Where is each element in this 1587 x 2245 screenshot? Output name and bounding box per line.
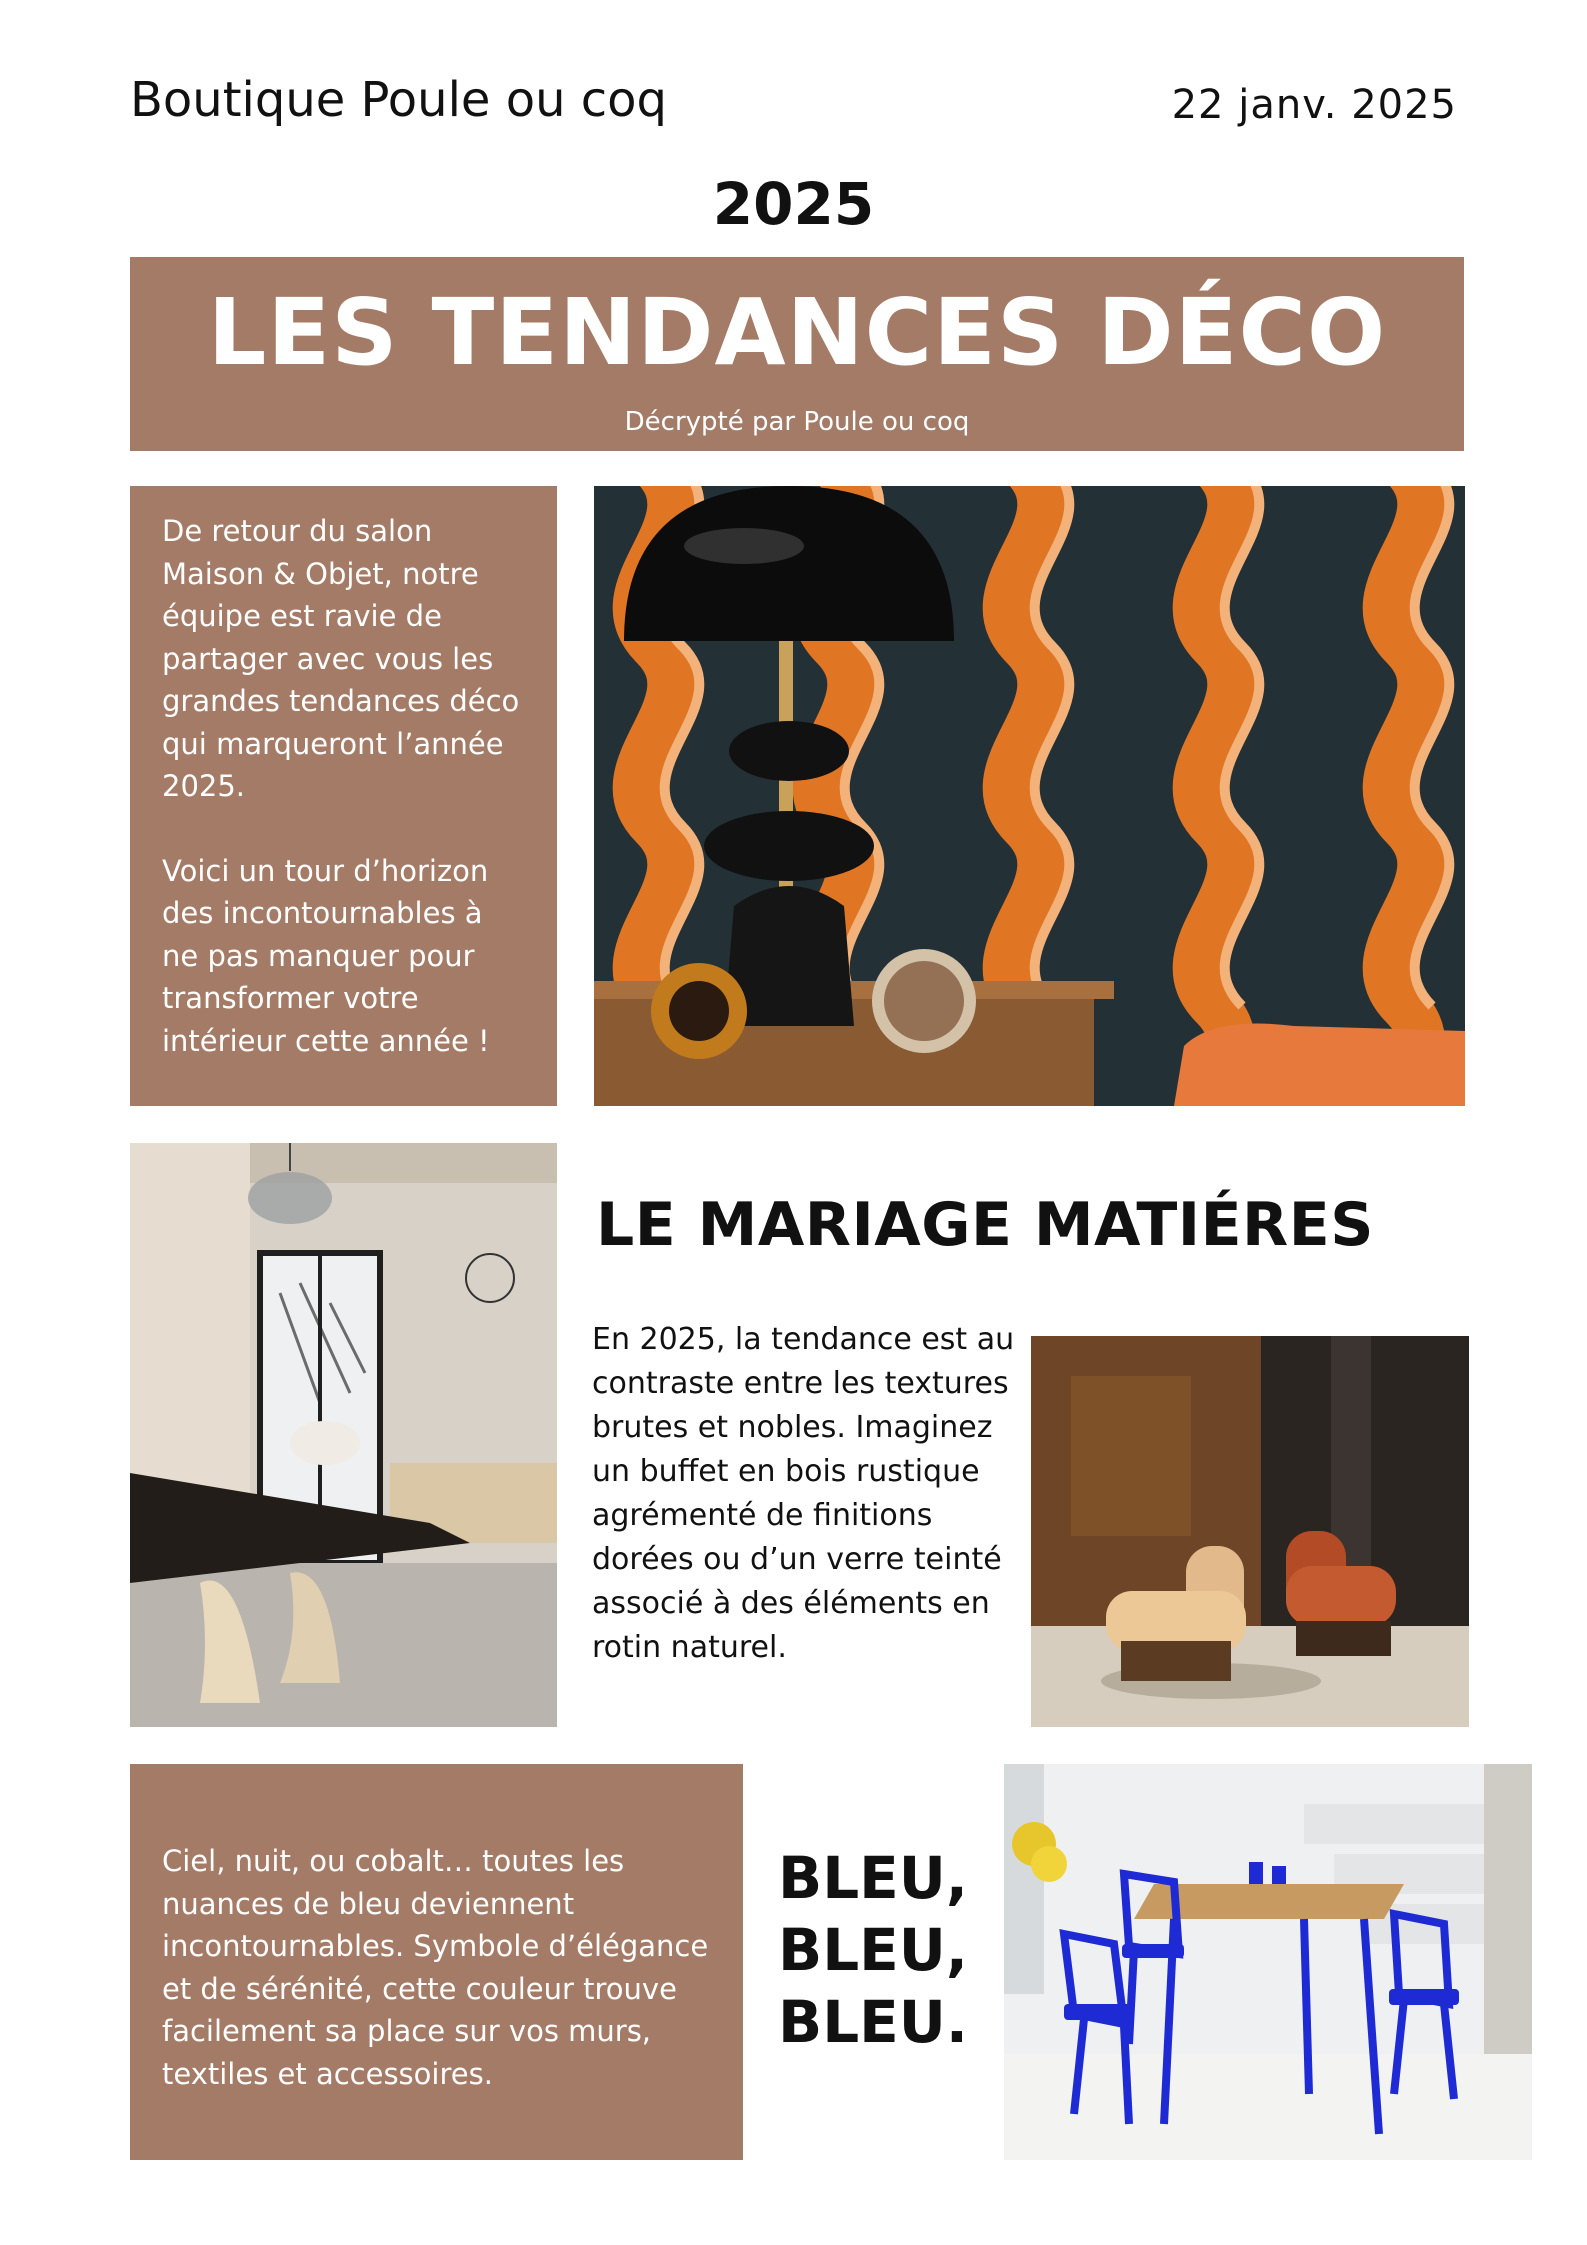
- publication-date: 22 janv. 2025: [1171, 82, 1457, 128]
- bleu-text-box: [130, 1764, 743, 2160]
- bleu-headline: [778, 1842, 968, 2058]
- page-title: LES TENDANCES DÉCO: [207, 279, 1387, 386]
- mariage-heading: LE MARIAGE MATIÉRES: [596, 1190, 1374, 1260]
- title-banner: [130, 257, 1464, 451]
- blue-chairs-photo: [1004, 1764, 1532, 2160]
- lamp-wallpaper-photo: [594, 486, 1465, 1106]
- blue-chairs-illustration: [1004, 1764, 1532, 2160]
- intro-paragraph: De retour du salon Maison & Objet, notre équipe est ravie de partager avec vous les grandes tendances déco qui marqueront l’année 2025.: [162, 514, 520, 803]
- dining-room-illustration: [130, 1143, 557, 1727]
- armchairs-photo: [1031, 1336, 1469, 1727]
- page-year: 2025: [712, 170, 875, 238]
- dining-room-photo: [130, 1143, 557, 1727]
- page-subtitle: Décrypté par Poule ou coq: [624, 407, 970, 437]
- intro-paragraph: Voici un tour d’horizon des incontournables à ne pas manquer pour transformer votre intérieur cette année !: [162, 853, 490, 1058]
- intro-box: [130, 486, 557, 1106]
- bleu-headline-line: BLEU.: [778, 1988, 968, 2056]
- bleu-headline-line: BLEU,: [778, 1844, 968, 1912]
- lamp-wallpaper-illustration: [594, 486, 1465, 1106]
- brand-name: Boutique Poule ou coq: [130, 72, 667, 128]
- bleu-headline-line: BLEU,: [778, 1916, 968, 1984]
- armchairs-illustration: [1031, 1336, 1469, 1727]
- mariage-text: En 2025, la tendance est au contraste entre les textures brutes et nobles. Imaginez un buffet en bois rustique agrémenté de finitions dorées ou d’un verre teinté associé à des éléments en rotin naturel.: [592, 1322, 1015, 1665]
- bleu-text: Ciel, nuit, ou cobalt… toutes les nuances de bleu deviennent incontournables. Symbole d’élégance et de sérénité, cette couleur trouve facilement sa place sur vos murs, textiles et accessoires.: [162, 1844, 709, 2091]
